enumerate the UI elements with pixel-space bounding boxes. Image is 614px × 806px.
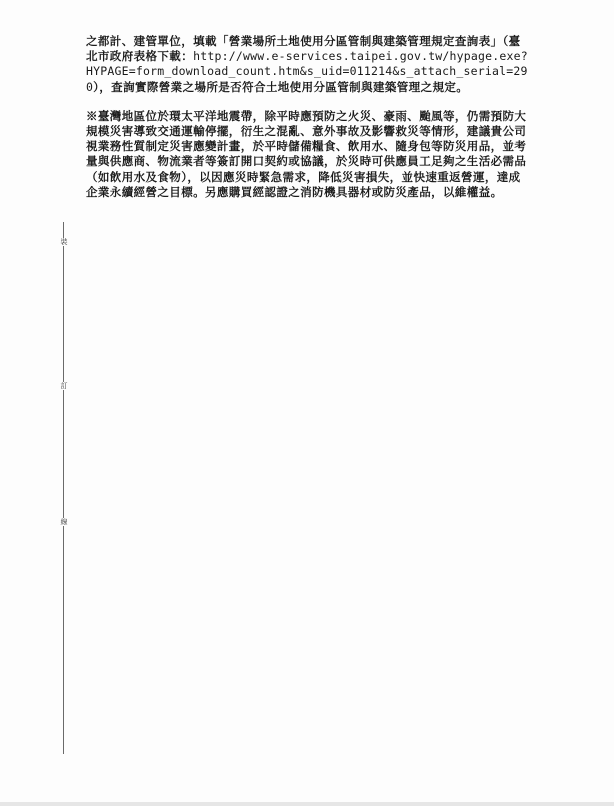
- binding-mark-ding: 訂: [57, 382, 71, 390]
- document-body: [86, 34, 532, 200]
- binding-mark-xian: 線: [57, 518, 71, 526]
- binding-line: [63, 222, 64, 754]
- form-download-url: http://www.e-services.taipei.gov.tw/hypage.exe?HYPAGE=form_download_count.htm&s_uid=011214&s_attach_serial=290: [86, 49, 528, 94]
- paragraph-zoning-text-b: ），查詢實際營業之場所是否符合土地使用分區管制與建築管理之規定。: [93, 79, 469, 94]
- paragraph-zoning-inquiry: [86, 34, 532, 95]
- paragraph-zoning-text-a: 之都計、建管單位，填載「營業場所土地使用分區管制與建築管理規定查詢表」（臺北市政府表格下載：: [86, 34, 521, 64]
- paragraph-disaster-prevention: ※臺灣地區位於環太平洋地震帶，除平時應預防之火災、豪雨、颱風等，仍需預防大規模災害導致交通運輸停擺，衍生之混亂、意外事故及影響救災等情形，建議貴公司視業務性質制定災害應變計畫，於平時儲備糧食、飲用水、隨身包等防災用品，並考量與供應商、物流業者等簽訂開口契約或協議，於災時可供應員工足夠之生活必需品（如飲用水及食物），以因應災時緊急需求，降低災害損失，並快速重返營運，達成企業永續經營之目標。另應購買經認證之消防機具器材或防災產品，以維權益。: [86, 108, 527, 199]
- binding-mark-zhuang: 裝: [57, 238, 71, 246]
- page-bottom-edge: [0, 802, 614, 806]
